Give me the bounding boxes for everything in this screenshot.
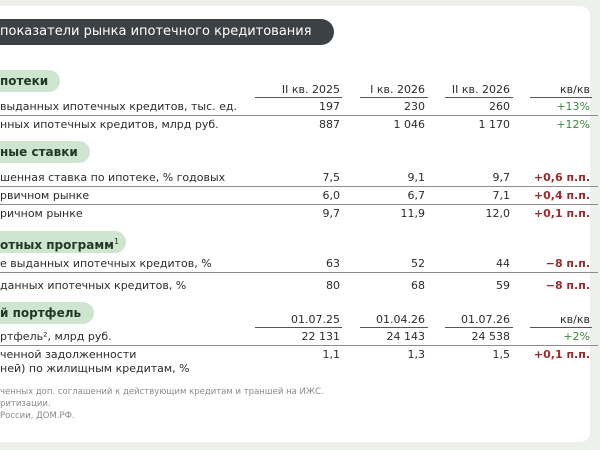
row-change: +2% [563, 330, 590, 343]
column-date3: 01.07.26 [461, 313, 510, 326]
row-change: +0,4 п.п. [533, 189, 590, 202]
header-underline-3 [445, 97, 513, 98]
column-date1: 01.07.25 [291, 313, 340, 326]
row-value-1: 22 131 [301, 330, 340, 343]
header-underline-1 [255, 97, 342, 98]
row-label: рвичном рынке [0, 189, 90, 202]
section-issuance-title: потеки [0, 70, 60, 92]
row-label: ртфель², млрд руб. [0, 330, 112, 343]
row-divider [0, 204, 598, 205]
column-period2: I кв. 2026 [370, 83, 425, 96]
column-change: кв/кв [560, 313, 590, 326]
row-value-1: 6,0 [322, 189, 340, 202]
column-change: кв/кв [560, 83, 590, 96]
row-value-1: 887 [319, 118, 340, 131]
row-change: −8 п.п. [545, 257, 590, 270]
footnote-marker: 1 [113, 237, 120, 246]
footnote-1: ченных доп. соглашений к действующим кредитам и траншей на ИЖС. [0, 387, 324, 397]
row-value-1: 63 [326, 257, 340, 270]
row-change: −8 п.п. [545, 279, 590, 292]
header-underline-4 [530, 97, 592, 98]
row-value-3: 260 [489, 100, 510, 113]
row-change: +0,1 п.п. [533, 348, 590, 361]
row-value-3: 9,7 [492, 171, 510, 184]
row-label: ченной задолженности [0, 348, 137, 361]
row-change: +0,6 п.п. [533, 171, 590, 184]
row-change: +13% [556, 100, 590, 113]
row-value-2: 24 143 [386, 330, 425, 343]
section-rates-title: ные ставки [0, 141, 90, 163]
row-label: шенная ставка по ипотеке, % годовых [0, 171, 226, 184]
row-value-2: 1,3 [407, 348, 425, 361]
row-value-3: 1 170 [478, 118, 510, 131]
row-label: данных ипотечных кредитов, % [0, 279, 187, 292]
header-underline-2 [360, 97, 428, 98]
row-value-2: 1 046 [393, 118, 425, 131]
row-divider [0, 115, 598, 116]
row-value-3: 24 538 [471, 330, 510, 343]
footnote-3: России, ДОМ.РФ. [0, 411, 75, 421]
row-divider [0, 186, 598, 187]
row-change: +12% [556, 118, 590, 131]
section-portfolio-title: й портфель [0, 302, 94, 324]
row-label: е выданных ипотечных кредитов, % [0, 257, 212, 270]
header-underline-4 [530, 327, 592, 328]
row-value-3: 1,5 [492, 348, 510, 361]
header-underline-3 [445, 327, 513, 328]
row-value-1: 197 [319, 100, 340, 113]
row-divider [0, 345, 598, 346]
row-value-3: 59 [496, 279, 510, 292]
row-value-3: 7,1 [492, 189, 510, 202]
row-value-2: 68 [411, 279, 425, 292]
section-programs-title [0, 231, 126, 253]
row-label: нных ипотечных кредитов, млрд руб. [0, 118, 219, 131]
column-period1: II кв. 2025 [281, 83, 340, 96]
row-label: выданных ипотечных кредитов, тыс. ед. [0, 100, 237, 113]
page-title: показатели рынка ипотечного кредитования [0, 19, 334, 45]
row-value-2: 52 [411, 257, 425, 270]
row-change: +0,1 п.п. [533, 207, 590, 220]
column-period3: II кв. 2026 [451, 83, 510, 96]
row-value-2: 9,1 [407, 171, 425, 184]
row-value-2: 230 [404, 100, 425, 113]
column-date2: 01.04.26 [376, 313, 425, 326]
report-card [0, 6, 590, 442]
row-value-1: 1,1 [322, 348, 340, 361]
row-value-2: 6,7 [407, 189, 425, 202]
header-underline-1 [255, 327, 342, 328]
row-value-1: 7,5 [322, 171, 340, 184]
row-label: ричном рынке [0, 207, 83, 220]
row-value-3: 12,0 [485, 207, 510, 220]
section-programs-label: отных программ [0, 238, 114, 252]
row-divider [0, 272, 598, 273]
footnote-2: ритизации. [0, 399, 51, 409]
row-value-3: 44 [496, 257, 510, 270]
table-row [0, 348, 600, 376]
row-value-1: 9,7 [322, 207, 340, 220]
row-value-1: 80 [326, 279, 340, 292]
header-underline-2 [360, 327, 428, 328]
row-label-line2: ней) по жилищным кредитам, % [0, 362, 190, 375]
row-value-2: 11,9 [400, 207, 425, 220]
